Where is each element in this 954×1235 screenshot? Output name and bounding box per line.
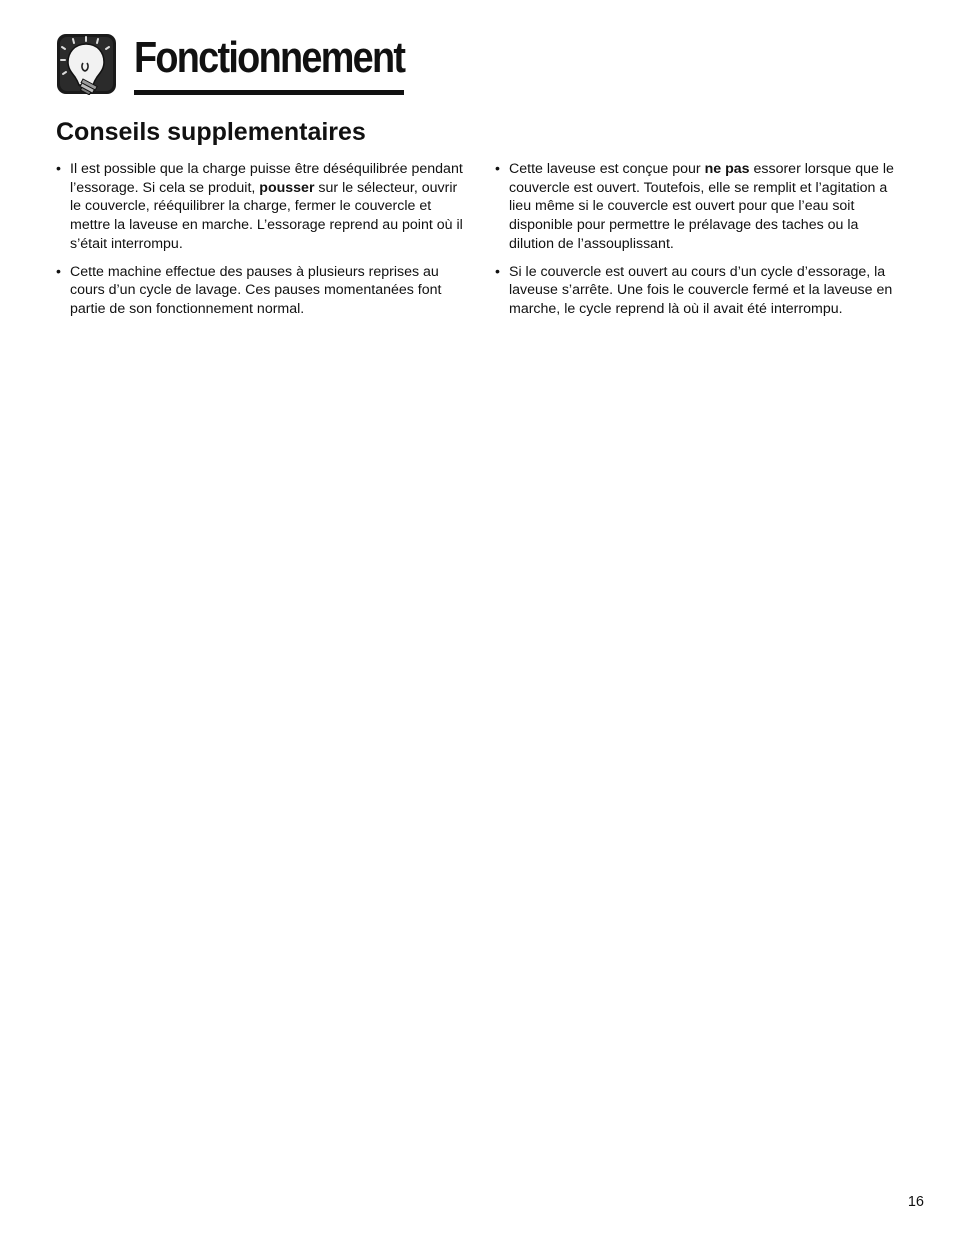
list-item <box>495 160 903 254</box>
item-emphasis: ne pas <box>704 161 750 177</box>
left-column <box>56 160 464 328</box>
item-text-continued: sur le sélecteur, ouvrir le couvercle, rééquilibrer la charge, fermer le couvercle et mettre la laveuse en marche. L’essorage reprend au point où il s’était interrompu. <box>70 179 463 252</box>
bullet-icon: • <box>495 263 500 280</box>
bullet-icon: • <box>56 161 61 177</box>
tips-list-right <box>495 160 903 319</box>
title-underline <box>134 90 404 95</box>
item-text-continued: essorer lorsque que le couvercle est ouvert. Toutefois, elle se remplit et l’agitation a lieu même si le couvercle est ouvert pour que l’eau soit disponible pour permettre le prélavage des taches ou la dilution de l’assouplissant. <box>509 161 894 252</box>
page-number: 16 <box>907 1194 924 1210</box>
page-title: Fonctionnement <box>134 33 405 82</box>
list-item <box>56 160 464 254</box>
item-emphasis: pousser <box>259 179 315 196</box>
section-heading: Conseils supplementaires <box>56 118 366 146</box>
right-column <box>495 160 903 328</box>
tips-list-left <box>56 160 464 319</box>
item-text: Cette machine effectue des pauses à plusieurs reprises au cours d’un cycle de lavage. Ces pauses momentanées font partie de son fonctionnement normal. <box>70 263 442 317</box>
bullet-icon: • <box>56 263 61 280</box>
light-bulb-icon <box>56 33 117 95</box>
bullet-icon: • <box>495 161 500 177</box>
item-text: Cette laveuse est conçue pour <box>509 161 705 177</box>
item-text: Si le couvercle est ouvert au cours d’un cycle d’essorage, la laveuse s’arrête. Une fois le couvercle fermé et la laveuse en marche, le cycle reprend là où il avait été interrompu. <box>509 263 893 317</box>
list-item <box>495 263 903 319</box>
item-text: Il est possible que la charge puisse être déséquilibrée pendant l’essorage. Si cela se produit, <box>70 161 463 196</box>
list-item <box>56 263 464 319</box>
